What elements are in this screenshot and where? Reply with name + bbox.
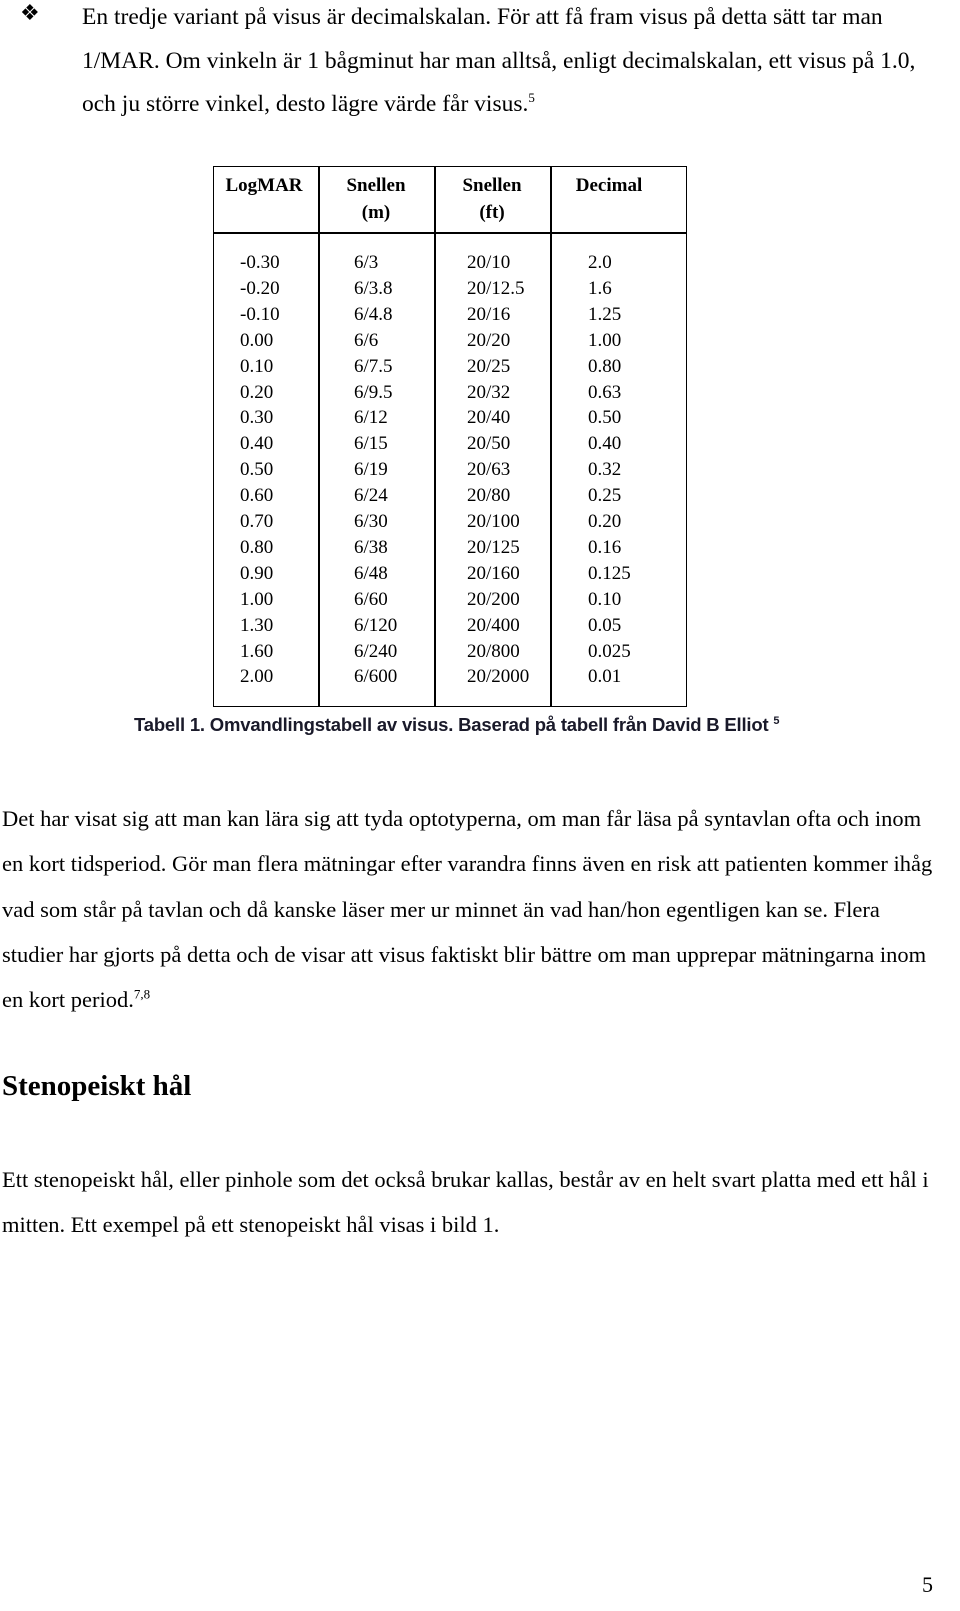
table-cell: 0.60 bbox=[240, 485, 274, 507]
table-column-divider bbox=[550, 166, 552, 707]
table-header-divider bbox=[213, 232, 687, 234]
table-cell: 20/400 bbox=[467, 614, 520, 636]
table-cell: 2.00 bbox=[240, 666, 274, 688]
table-cell: 6/3.8 bbox=[354, 277, 393, 299]
table-header-label: Decimal bbox=[575, 175, 643, 196]
table-cell: 20/40 bbox=[467, 407, 511, 429]
table-cell: 20/32 bbox=[467, 381, 511, 403]
page-number: 5 bbox=[922, 1572, 933, 1597]
table-caption-reference: 5 bbox=[773, 714, 780, 727]
table-cell: 6/120 bbox=[354, 614, 398, 636]
table-cell: 0.20 bbox=[588, 511, 622, 532]
table-cell: 6/600 bbox=[354, 666, 398, 688]
table-header-cell bbox=[321, 172, 431, 226]
table-cell: 20/25 bbox=[467, 355, 511, 377]
table-cell: 1.60 bbox=[240, 640, 274, 662]
intro-text: En tredje variant på visus är decimalskalan. För att få fram visus på detta sätt tar man 1/MAR. Om vinkeln är 1 bågminut har man alltså, enligt decimalskalan, ett visus på 1.0, och ju större vinkel, desto lägre värde får visus. bbox=[82, 4, 916, 117]
table-cell: 20/20 bbox=[467, 329, 511, 351]
table-cell: 0.50 bbox=[240, 459, 274, 481]
table-cell: 6/240 bbox=[354, 640, 398, 662]
table-cell: 0.01 bbox=[588, 666, 622, 688]
table-cell: 0.50 bbox=[588, 407, 622, 429]
table-cell: 0.32 bbox=[588, 459, 622, 481]
table-cell: 2.0 bbox=[588, 252, 612, 273]
table-cell: 6/24 bbox=[354, 485, 388, 507]
table-cell: -0.20 bbox=[240, 277, 280, 299]
table-cell: 20/63 bbox=[467, 459, 511, 481]
table-cell: 20/12.5 bbox=[467, 277, 525, 299]
table-cell: 6/19 bbox=[354, 459, 388, 481]
section-heading: Stenopeiskt hål bbox=[2, 1070, 192, 1102]
table-cell: 6/30 bbox=[354, 511, 388, 532]
table-header-cell bbox=[554, 172, 664, 199]
table-cell: 0.40 bbox=[588, 433, 622, 455]
table-cell: -0.30 bbox=[240, 252, 280, 273]
table-column-divider bbox=[434, 166, 436, 707]
table-cell: 0.63 bbox=[588, 381, 622, 403]
table-header-unit: (ft) bbox=[479, 202, 505, 223]
table-caption bbox=[134, 714, 779, 736]
table-cell: 0.16 bbox=[588, 536, 622, 558]
table-cell: 6/9.5 bbox=[354, 381, 393, 403]
diamond-bullet-icon: ❖ bbox=[20, 0, 40, 25]
table-cell: 0.025 bbox=[588, 640, 631, 662]
table-header-unit: (m) bbox=[361, 202, 391, 223]
table-cell: 20/125 bbox=[467, 536, 520, 558]
table-cell: 0.25 bbox=[588, 485, 622, 507]
table-cell: 6/38 bbox=[354, 536, 388, 558]
table-cell: 6/6 bbox=[354, 329, 379, 351]
table-cell: 1.6 bbox=[588, 277, 612, 299]
table-cell: 0.10 bbox=[240, 355, 274, 377]
table-header-cell bbox=[437, 172, 547, 226]
table-cell: 6/60 bbox=[354, 588, 388, 610]
table-cell: 0.40 bbox=[240, 433, 274, 455]
table-cell: 20/160 bbox=[467, 562, 520, 584]
table-caption-text: Tabell 1. Omvandlingstabell av visus. Baserad på tabell från David B Elliot bbox=[134, 714, 769, 735]
table-cell: 6/3 bbox=[354, 252, 379, 273]
table-cell: 1.25 bbox=[588, 303, 622, 325]
learning-effect-text: Det har visat sig att man kan lära sig att tyda optotyperna, om man får läsa på syntavlan ofta och inom en kort tidsperiod. Gör man flera mätningar efter varandra finns även en risk att patienten kommer ihåg vad som står på tavlan och då kanske läser mer ur minnet än vad han/hon egentligen kan se. Flera studier har gjorts på detta och de visar att visus faktiskt blir bättre om man upprepar mätningarna inom en kort period. bbox=[2, 806, 933, 1013]
table-cell: 0.90 bbox=[240, 562, 274, 584]
table-header-label: Snellen bbox=[462, 175, 522, 196]
table-cell: 1.30 bbox=[240, 614, 274, 636]
table-cell: 0.125 bbox=[588, 562, 631, 584]
table-column-divider bbox=[318, 166, 320, 707]
table-cell: 20/800 bbox=[467, 640, 520, 662]
table-cell: 6/7.5 bbox=[354, 355, 393, 377]
table-cell: 20/100 bbox=[467, 511, 520, 532]
table-cell: 0.80 bbox=[588, 355, 622, 377]
table-cell: -0.10 bbox=[240, 303, 280, 325]
table-cell: 20/80 bbox=[467, 485, 511, 507]
table-cell: 6/12 bbox=[354, 407, 388, 429]
table-cell: 20/2000 bbox=[467, 666, 530, 688]
table-cell: 20/10 bbox=[467, 252, 511, 273]
table-cell: 0.70 bbox=[240, 511, 274, 532]
learning-effect-paragraph bbox=[2, 796, 942, 1022]
table-header-cell bbox=[209, 172, 319, 199]
table-cell: 0.00 bbox=[240, 329, 274, 351]
table-cell: 1.00 bbox=[240, 588, 274, 610]
pinhole-paragraph: Ett stenopeiskt hål, eller pinhole som det också brukar kallas, består av en helt svart platta med ett hål i mitten. Ett exempel på ett stenopeiskt hål visas i bild 1. bbox=[2, 1167, 929, 1237]
learning-effect-reference: 7,8 bbox=[133, 986, 151, 1002]
intro-paragraph bbox=[82, 0, 942, 127]
table-cell: 0.05 bbox=[588, 614, 622, 636]
table-cell: 0.20 bbox=[240, 381, 274, 403]
table-cell: 0.10 bbox=[588, 588, 622, 610]
table-cell: 6/4.8 bbox=[354, 303, 393, 325]
table-cell: 20/50 bbox=[467, 433, 511, 455]
table-cell: 1.00 bbox=[588, 329, 622, 351]
table-cell: 20/200 bbox=[467, 588, 520, 610]
table-cell: 20/16 bbox=[467, 303, 511, 325]
table-cell: 0.30 bbox=[240, 407, 274, 429]
table-header-label: LogMAR bbox=[225, 175, 303, 196]
table-header-label: Snellen bbox=[346, 175, 406, 196]
table-cell: 6/15 bbox=[354, 433, 388, 455]
table-cell: 6/48 bbox=[354, 562, 388, 584]
table-cell: 0.80 bbox=[240, 536, 274, 558]
intro-reference: 5 bbox=[528, 90, 535, 106]
